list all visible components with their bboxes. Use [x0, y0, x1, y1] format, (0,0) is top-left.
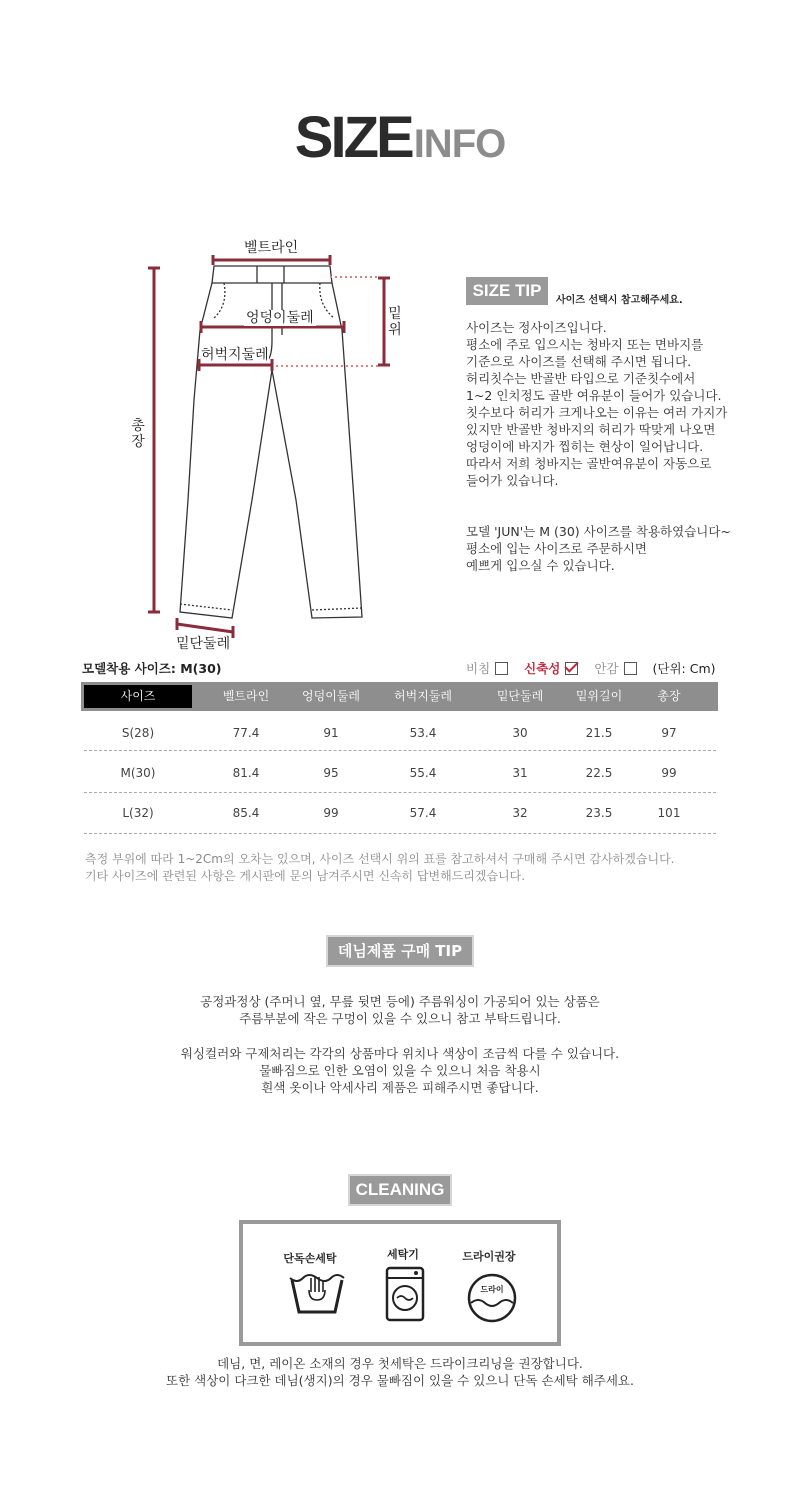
fit-lining-checkbox [624, 662, 637, 675]
fit-stretch-label: 신축성 [524, 661, 561, 676]
fit-stretch-checkbox [565, 662, 578, 675]
title-main: SIZE [294, 105, 412, 170]
washing-machine-icon [385, 1266, 425, 1322]
hand-wash-icon [287, 1272, 347, 1318]
page-title [0, 104, 800, 171]
thigh-label: 허벅지둘레 [201, 347, 269, 363]
fit-indicator [466, 659, 716, 677]
fit-see-through-label: 비침 [466, 661, 491, 676]
fit-see-through-checkbox [495, 662, 508, 675]
row-divider [84, 792, 716, 793]
rise-label: 밑 위 [388, 306, 402, 338]
cleaning-box [239, 1220, 561, 1346]
hip-label: 엉덩이둘레 [246, 310, 314, 326]
denim-tip-paragraph-2: 워싱컬러와 구제처리는 각각의 상품마다 위치나 색상이 조금씩 다를 수 있습니다. 물빠짐으로 인한 오염이 있을 수 있으니 처음 착용시 흰색 옷이나 악세사리 제품은 피해주시면 좋답니다. [180, 1046, 620, 1095]
size-table-header [81, 682, 718, 711]
dry-clean-label: 드라이권장 [462, 1250, 516, 1263]
dry-clean-icon-text: 드라이 [480, 1285, 504, 1294]
measurement-note: 측정 부위에 따라 1~2Cm의 오차는 있으며, 사이즈 선택시 위의 표를 참고하셔서 구매해 주시면 감사하겠습니다. 기타 사이즈에 관련된 사항은 게시판에 문의 남겨주시면 신속히 답변해드리겠습니다. [85, 852, 675, 883]
header-hem: 밑단둘레 [496, 689, 544, 703]
model-note: 모델 'JUN'는 M (30) 사이즈를 착용하였습니다~ 평소에 입는 사이즈로 주문하시면 예쁘게 입으실 수 있습니다. [466, 524, 731, 573]
hem-label: 밑단둘레 [176, 636, 231, 652]
row-divider [84, 833, 716, 834]
hand-wash-label: 단독손세탁 [283, 1252, 337, 1265]
title-sub: INFO [413, 122, 506, 166]
size-tip-badge: SIZE TIP [466, 277, 548, 305]
total-length-label: 총 장 [131, 418, 145, 450]
size-tip-text: 사이즈는 정사이즈입니다. 평소에 주로 입으시는 청바지 또는 면바지를 기준으로 사이즈를 선택해 주시면 됩니다. 허리칫수는 반골반 타입으로 기준칫수에서 1~2 인치정도 골반 여유분이 들어가 있습니다. 칫수보다 허리가 크게나오는 이유는 여러 가지가 있지만 반골반 청바지의 허리가 딱맞게 나오면 엉덩이에 바지가 찝히는 현상이 일어납니다. 따라서 저희 청바지는 골반여유분이 자동으로 들어가 있습니다. [466, 320, 728, 488]
fit-lining-label: 안감 [594, 661, 619, 676]
denim-tip-badge: 데님제품 구매 TIP [326, 935, 474, 967]
washing-machine-label: 세탁기 [387, 1248, 419, 1261]
header-thigh: 허벅지둘레 [394, 689, 452, 703]
cleaning-badge: CLEANING [348, 1174, 452, 1206]
header-length: 총장 [657, 689, 681, 703]
cleaning-notes: 데님, 면, 레이온 소재의 경우 첫세탁은 드라이크리닝을 권장합니다. 또한 색상이 다크한 데님(생지)의 경우 물빠짐이 있을 수 있으니 단독 손세탁 해주세요. [166, 1356, 634, 1388]
header-size: 사이즈 [120, 689, 156, 703]
unit-label: (단위: Cm) [652, 661, 716, 676]
header-rise: 밑위길이 [575, 689, 623, 703]
model-size: 모델착용 사이즈: M(30) [82, 661, 222, 676]
dry-clean-icon [466, 1272, 518, 1324]
size-tip-note: 사이즈 선택시 참고해주세요. [556, 295, 683, 306]
denim-tip-paragraph-1: 공정과정상 (주머니 옆, 무릎 뒷면 등에) 주름워싱이 가공되어 있는 상품은 주름부분에 작은 구멍이 있을 수 있으니 참고 부탁드립니다. [200, 994, 600, 1026]
belt-line-label: 벨트라인 [244, 240, 299, 256]
header-hip: 엉덩이둘레 [302, 689, 360, 703]
row-divider [84, 750, 716, 751]
header-belt: 벨트라인 [222, 689, 270, 703]
pants-diagram [130, 240, 430, 660]
